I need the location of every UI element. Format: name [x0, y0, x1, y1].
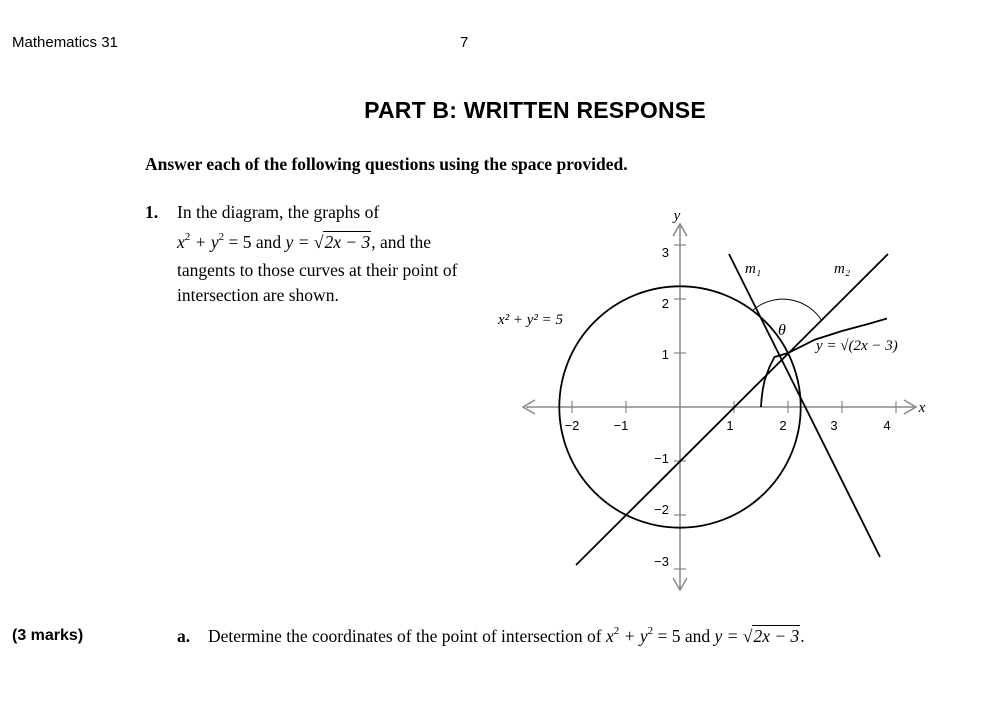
m2-label: m₂: [834, 261, 851, 277]
root-eq-prefix: y = √: [714, 626, 753, 646]
subject-header: Mathematics 31: [12, 34, 118, 51]
part-a-letter: a.: [177, 626, 191, 646]
y-tick-label: −1: [654, 451, 669, 466]
x-tick-label: 2: [779, 418, 787, 433]
circle-eq-y: + y: [619, 626, 648, 646]
y-axis-label: y: [673, 208, 681, 224]
circle-eq-x: x: [177, 232, 185, 252]
y-tick-label: 3: [661, 245, 669, 260]
graph-diagram: [490, 200, 930, 595]
question-intro-line: In the diagram, the graphs of: [177, 202, 380, 222]
x-tick-label: 4: [883, 418, 891, 433]
circle-eq-rhs: = 5: [224, 232, 252, 252]
question-number: 1.: [145, 202, 159, 222]
circle-eq-rhs: = 5: [653, 626, 681, 646]
part-a-end-punct: .: [800, 626, 805, 646]
circle-eq-y: + y: [190, 232, 219, 252]
exponent: 2: [218, 231, 225, 243]
tangent-line-m1: [729, 254, 880, 557]
exponent: 2: [184, 231, 191, 243]
y-tick-label: −2: [654, 502, 669, 517]
x-tick-label: −1: [613, 418, 629, 433]
y-tick-label: 1: [661, 347, 669, 362]
question-equation-line: [177, 232, 431, 253]
x-tick-label: 3: [830, 418, 838, 433]
part-a-question: [208, 626, 805, 647]
part-title: PART B: WRITTEN RESPONSE: [364, 97, 706, 123]
root-eq-radicand: 2x − 3: [753, 626, 800, 646]
after-equation-text: , and the: [371, 232, 432, 252]
marks-label: (3 marks): [12, 627, 84, 644]
and-word: and: [684, 626, 711, 646]
root-eq-prefix: y = √: [285, 232, 324, 252]
circle-label: x² + y² = 5: [498, 312, 564, 328]
part-a-text-before: Determine the coordinates of the point of intersection of: [208, 626, 602, 646]
question-line-4: intersection are shown.: [177, 285, 339, 305]
circle-eq-x: x: [606, 626, 614, 646]
page-number: 7: [460, 34, 469, 51]
sqrt-curve-label: y = √(2x − 3): [816, 338, 898, 354]
theta-label: θ: [778, 322, 786, 339]
y-tick-label: 2: [661, 296, 669, 311]
exponent: 2: [647, 625, 654, 637]
x-tick-label: −2: [564, 418, 580, 433]
instructions: Answer each of the following questions using the space provided.: [145, 154, 628, 174]
x-tick-label: 1: [726, 418, 734, 433]
m1-label: m₁: [745, 261, 762, 277]
y-tick-label: −3: [654, 554, 669, 569]
and-word: and: [255, 232, 282, 252]
x-axis-label: x: [918, 400, 926, 416]
question-line-3: tangents to those curves at their point of: [177, 260, 458, 280]
root-eq-radicand: 2x − 3: [324, 232, 371, 252]
exponent: 2: [613, 625, 620, 637]
